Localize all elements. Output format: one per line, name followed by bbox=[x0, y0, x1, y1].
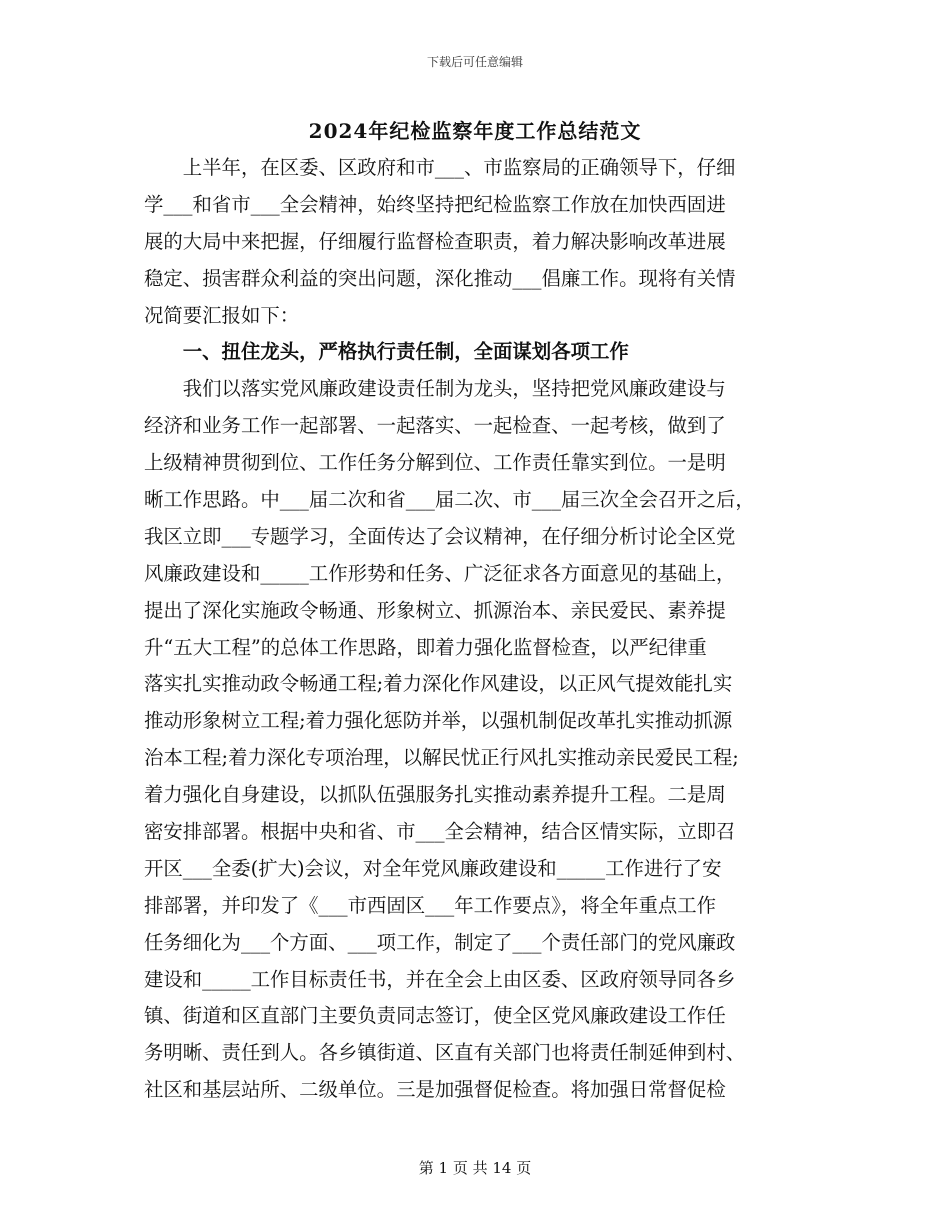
body-line: 况简要汇报如下： bbox=[144, 303, 300, 327]
body-line: 推动形象树立工程;着力强化惩防并举，以强机制促改革扎实推动抓源 bbox=[144, 709, 733, 733]
body-line: 任务细化为___个方面、___项工作，制定了___个责任部门的党风廉政 bbox=[144, 930, 736, 954]
body-line: 我区立即___专题学习，全面传达了会议精神，在仔细分析讨论全区党 bbox=[144, 524, 736, 548]
body-line: 风廉政建设和_____工作形势和任务、广泛征求各方面意见的基础上， bbox=[144, 561, 736, 585]
body-line: 落实扎实推动政令畅通工程;着力深化作风建设，以正风气提效能扎实 bbox=[144, 672, 733, 696]
body-line: 我们以落实党风廉政建设责任制为龙头，坚持把党风廉政建设与 bbox=[144, 377, 726, 401]
body-line: 密安排部署。根据中央和省、市___全会精神，结合区情实际，立即召 bbox=[144, 820, 736, 844]
body-line: 晰工作思路。中___届二次和省___届二次、市___届三次全会召开之后， bbox=[144, 488, 755, 512]
body-line: 稳定、损害群众利益的突出问题，深化推动___倡廉工作。现将有关情 bbox=[144, 266, 736, 290]
body-line: 排部署，并印发了《___市西固区___年工作要点》，将全年重点工作 bbox=[144, 893, 717, 917]
body-line: 上级精神贯彻到位、工作任务分解到位、工作责任靠实到位。一是明 bbox=[144, 451, 726, 475]
body-line: 升“五大工程”的总体工作思路，即着力强化监督检查，以严纪律重 bbox=[144, 635, 707, 659]
section-heading: 一、扭住龙头，严格执行责任制，全面谋划各项工作 bbox=[144, 340, 629, 364]
body-line: 社区和基层站所、二级单位。三是加强督促检查。将加强日常督促检 bbox=[144, 1078, 726, 1102]
document-body bbox=[144, 150, 814, 1109]
body-line: 开区___全委(扩大)会议，对全年党风廉政建设和_____工作进行了安 bbox=[144, 856, 722, 880]
body-line: 着力强化自身建设，以抓队伍强服务扎实推动素养提升工程。二是周 bbox=[144, 783, 726, 807]
body-line: 镇、街道和区直部门主要负责同志签订，使全区党风廉政建设工作任 bbox=[144, 1004, 726, 1028]
document-title: 2024年纪检监察年度工作总结范文 bbox=[308, 119, 642, 143]
body-line: 经济和业务工作一起部署、一起落实、一起检查、一起考核，做到了 bbox=[144, 414, 726, 438]
body-line: 提出了深化实施政令畅通、形象树立、抓源治本、亲民爱民、素养提 bbox=[144, 598, 726, 622]
page-footer: 第 1 页 共 14 页 bbox=[418, 1159, 532, 1177]
body-line: 上半年，在区委、区政府和市___、市监察局的正确领导下，仔细 bbox=[144, 156, 736, 179]
body-line: 展的大局中来把握，仔细履行监督检查职责，着力解决影响改革进展 bbox=[144, 229, 726, 253]
body-line: 治本工程;着力深化专项治理，以解民忧正行风扎实推动亲民爱民工程; bbox=[144, 746, 739, 770]
body-line: 建设和_____工作目标责任书，并在全会上由区委、区政府领导同各乡 bbox=[144, 967, 736, 991]
header-note: 下载后可任意编辑 bbox=[426, 55, 523, 69]
body-line: 务明晰、责任到人。各乡镇街道、区直有关部门也将责任制延伸到村、 bbox=[144, 1041, 746, 1065]
body-line: 学___和省市___全会精神，始终坚持把纪检监察工作放在加快西固进 bbox=[144, 192, 726, 216]
